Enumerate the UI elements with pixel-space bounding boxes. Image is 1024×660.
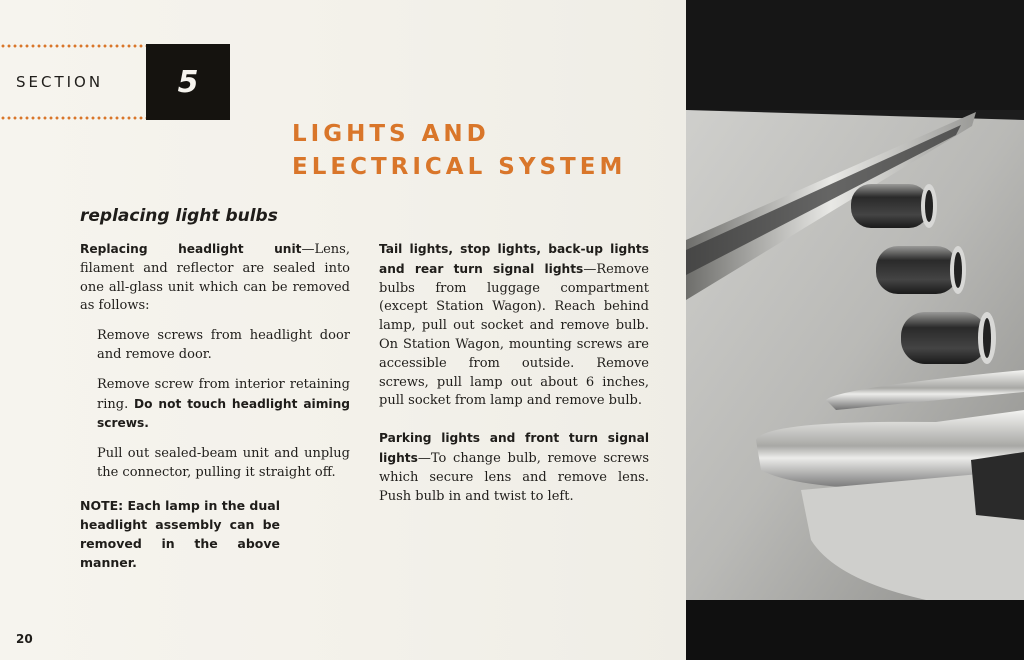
parking-lights-lead: Parking lights and front turn signal lights bbox=[379, 431, 649, 465]
step-3: Pull out sealed-beam unit and unplug the connector, pulling it straight off. bbox=[97, 446, 350, 480]
tail-lights-paragraph bbox=[379, 240, 649, 411]
car-tail-photo bbox=[686, 0, 1024, 660]
step-2 bbox=[80, 376, 350, 434]
title-line-2: ELECTRICAL SYSTEM bbox=[292, 154, 627, 180]
section-number: 5 bbox=[177, 64, 199, 100]
page-number: 20 bbox=[16, 632, 33, 646]
dotted-rule-top bbox=[0, 44, 146, 48]
step-1: Remove screws from headlight door and remove door. bbox=[97, 328, 350, 362]
step-2-warning: Do not touch headlight aiming screws. bbox=[97, 396, 350, 431]
tail-lamp-3 bbox=[901, 312, 996, 364]
dotted-rule-bottom bbox=[0, 116, 146, 120]
left-column bbox=[80, 240, 350, 494]
headlight-text: —Lens, filament and reflector are sealed into one all-glass unit which can be removed as follows: bbox=[80, 242, 350, 314]
right-column bbox=[379, 240, 649, 517]
section-label: SECTION bbox=[16, 73, 104, 91]
page-title bbox=[292, 118, 626, 184]
headlight-paragraph bbox=[80, 240, 350, 316]
subheading: replacing light bulbs bbox=[80, 206, 278, 226]
section-number-box bbox=[146, 44, 230, 120]
tail-lamp-2 bbox=[876, 246, 966, 294]
tail-lights-text: —Remove bulbs from luggage compartment (except Station Wagon). Reach behind lamp, pull out socket and remove bulb. On Station Wagon, mounting screws are accessible from outside. Remove screws, pull lamp out about 6 inches, pull socket from lamp and remove bulb. bbox=[379, 261, 649, 409]
parking-lights-paragraph bbox=[379, 429, 649, 506]
title-line-1: LIGHTS AND bbox=[292, 121, 490, 147]
note-block: NOTE: Each lamp in the dual headlight assembly can be removed in the above manner. bbox=[80, 498, 280, 570]
parking-lights-text: —To change bulb, remove screws which secure lens and remove lens. Push bulb in and twist to left. bbox=[379, 450, 649, 504]
tail-lamp-1 bbox=[851, 184, 937, 228]
step-2-text: Remove screw from interior retaining ring. bbox=[97, 376, 350, 412]
tail-lights-lead: Tail lights, stop lights, back-up lights and rear turn signal lights bbox=[379, 242, 649, 276]
headlight-lead: Replacing headlight unit bbox=[80, 242, 302, 256]
